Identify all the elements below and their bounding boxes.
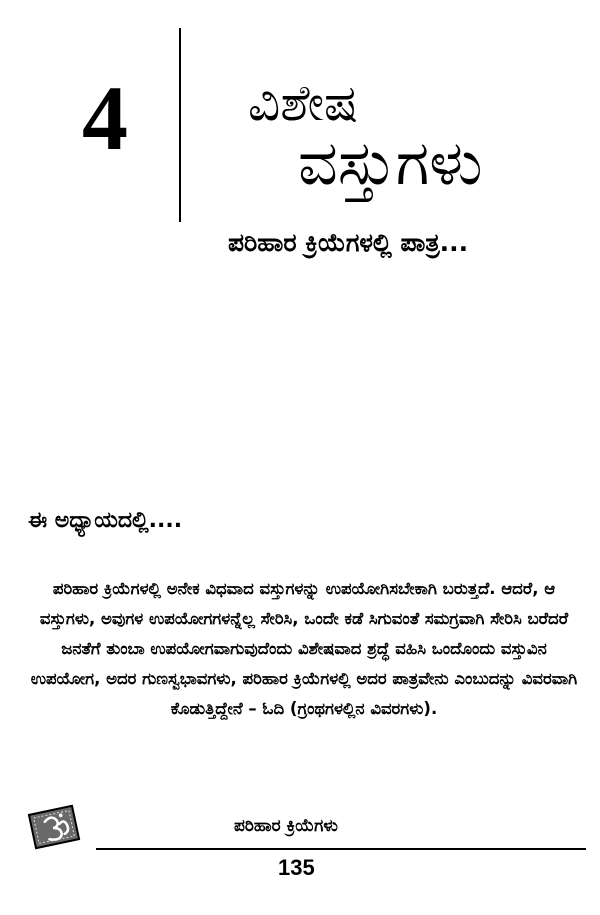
section-heading: ಈ ಅಧ್ಯಾಯದಲ್ಲಿ.... [28,508,183,533]
om-stamp-icon [27,803,82,850]
intro-paragraph: ಪರಿಹಾರ ಕ್ರಿಯೆಗಳಲ್ಲಿ ಅನೇಕ ವಿಧವಾದ ವಸ್ತುಗಳನ್ನು ಉಪಯೋಗಿಸಬೇಕಾಗಿ ಬರುತ್ತದೆ. ಆದರೆ, ಆ ವಸ್ತುಗಳು, ಅವುಗಳ ಉಪಯೋಗಗಳನ್ನೆಲ್ಲ ಸೇರಿಸಿ, ಒಂದೇ ಕಡೆ ಸಿಗುವಂತೆ ಸಮಗ್ರವಾಗಿ ಸೇರಿಸಿ ಬರೆದರೆ ಜನತೆಗೆ ತುಂಬಾ ಉಪಯೋಗವಾಗುವುದೆಂದು ವಿಶೇಷವಾದ ಶ್ರದ್ಧೆ ವಹಿಸಿ ಒಂದೊಂದು ವಸ್ತುವಿನ ಉಪಯೋಗ, ಅದರ ಗುಣಸ್ವಭಾವಗಳು, ಪರಿಹಾರ ಕ್ರಿಯೆಗಳಲ್ಲಿ ಅದರ ಪಾತ್ರವೇನು ಎಂಬುದನ್ನು ವಿವರವಾಗಿ ಕೊಡುತ್ತಿದ್ದೇನೆ – ಓದಿ (ಗ್ರಂಥಗಳಲ್ಲಿನ ವಿವರಗಳು). [30,579,578,718]
chapter-number: 4 [82,67,128,169]
footer-divider [96,848,586,850]
page-number: 135 [278,855,315,880]
chapter-title-line2: ವಸ್ತುಗಳು [298,126,483,199]
title-divider [179,28,181,222]
footer-book-title: ಪರಿಹಾರ ಕ್ರಿಯೆಗಳು [234,816,338,836]
chapter-subtitle: ಪರಿಹಾರ ಕ್ರಿಯೆಗಳಲ್ಲಿ ಪಾತ್ರ... [228,228,469,257]
chapter-title-line1: ವಿಶೇಷ [248,74,359,132]
